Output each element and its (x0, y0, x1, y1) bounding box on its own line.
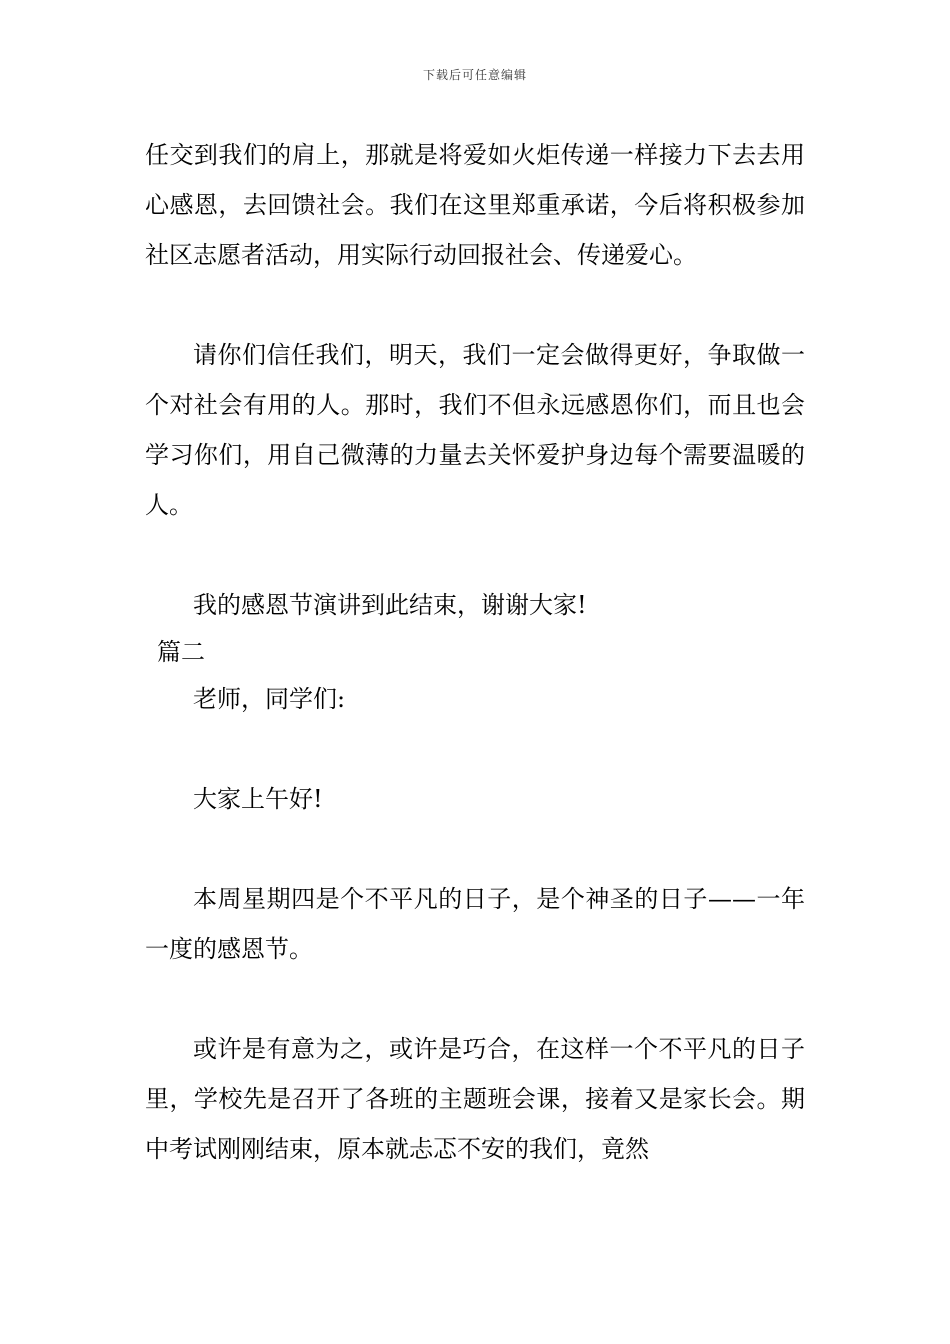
section-title: 篇二 (157, 638, 205, 666)
page-header-note: 下载后可任意编辑 (422, 68, 527, 82)
paragraph-gap (145, 824, 805, 874)
paragraph-3: 我的感恩节演讲到此结束，谢谢大家! (193, 591, 587, 619)
paragraph-2: 请你们信任我们，明天，我们一定会做得更好，争取做一个对社会有用的人。那时，我们不但永远感恩你们，而且也会学习你们，用自己微薄的力量去关怀爱护身边每个需要温暖的人。 (145, 341, 805, 519)
paragraph-gap (145, 280, 805, 330)
paragraph-gap (145, 724, 805, 774)
paragraph-4: 老师，同学们: (193, 685, 346, 713)
document-body (145, 130, 805, 1174)
paragraph-7: 或许是有意为之，或许是巧合，在这样一个不平凡的日子里，学校先是召开了各班的主题班会课，接着又是家长会。期中考试刚刚结束，原本就忐忑不安的我们，竟然 (145, 1035, 805, 1163)
paragraph-gap (145, 530, 805, 580)
paragraph-1: 任交到我们的肩上，那就是将爱如火炬传递一样接力下去去用心感恩，去回馈社会。我们在这里郑重承诺，今后将积极参加社区志愿者活动，用实际行动回报社会、传递爱心。 (145, 141, 805, 269)
paragraph-6: 本周星期四是个不平凡的日子，是个神圣的日子——一年一度的感恩节。 (145, 885, 805, 963)
paragraph-gap (145, 974, 805, 1024)
paragraph-5: 大家上午好! (193, 785, 323, 813)
